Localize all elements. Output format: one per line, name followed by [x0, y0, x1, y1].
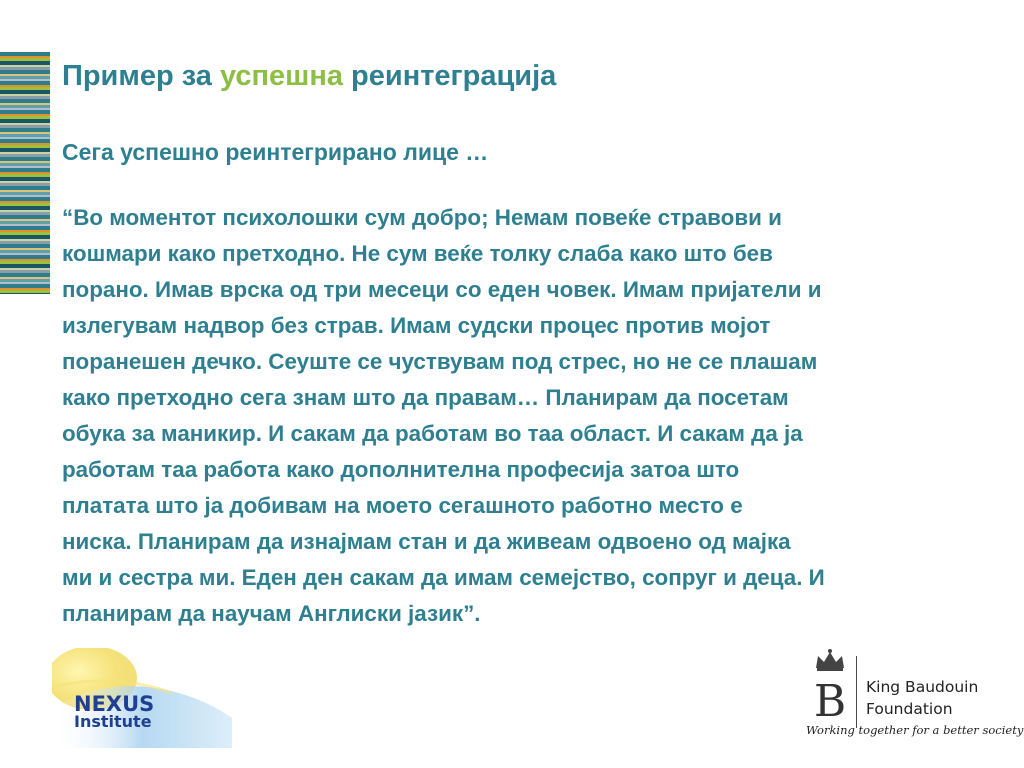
slide-subtitle: Сега успешно реинтегрирано лице … — [62, 139, 489, 165]
quote-line: обука за маникир. И сакам да работам во таа област. И сакам да ја — [62, 421, 803, 446]
quote-block — [62, 200, 992, 632]
quote-line: поранешен дечко. Сеуште се чуствувам под стрес, но не се плашам — [62, 349, 818, 374]
quote-line: ми и сестра ми. Еден ден сакам да имам семејство, сопруг и деца. И — [62, 565, 825, 590]
quote-line: порано. Имав врска од три месеци со еден човек. Имам пријатели и — [62, 277, 822, 302]
slide-title — [62, 60, 556, 93]
logo-divider — [856, 656, 857, 728]
kbf-name — [866, 676, 978, 720]
quote-line: излегувам надвор без страв. Имам судски процес против мојот — [62, 313, 771, 338]
nexus-subtitle: Institute — [74, 712, 152, 731]
kbf-name-line2: Foundation — [866, 700, 953, 718]
quote-line: како претходно сега знам што да правам… Планирам да посетам — [62, 385, 789, 410]
quote-line: ниска. Планирам да изнајмам стан и да живеам одвоено од мајка — [62, 529, 791, 554]
king-baudouin-foundation-logo — [800, 648, 1024, 748]
quote-line: платата што ја добивам на моето сегашното работно место е — [62, 493, 743, 518]
nexus-title: NEXUS — [74, 692, 155, 716]
quote-line: работам таа работа како дополнителна професија затоа што — [62, 457, 740, 482]
emblem-letter: B — [813, 676, 847, 722]
quote-line: планирам да научам Англиски јазик”. — [62, 601, 481, 626]
crown-b-emblem-icon — [808, 648, 852, 722]
title-accent: успешна — [219, 60, 343, 92]
quote-line: “Во моментот психолошки сум добро; Немам повеќе стравови и — [62, 205, 782, 230]
title-part1: Пример за — [62, 60, 220, 92]
kbf-name-line1: King Baudouin — [866, 678, 979, 696]
quote-line: кошмари како претходно. Не сум веќе толку слаба како што бев — [62, 241, 773, 266]
title-part2: реинтеграција — [342, 60, 557, 92]
nexus-institute-logo — [52, 648, 242, 748]
kbf-tagline: Working together for a better society — [806, 723, 1024, 737]
decorative-stripes — [0, 52, 50, 294]
